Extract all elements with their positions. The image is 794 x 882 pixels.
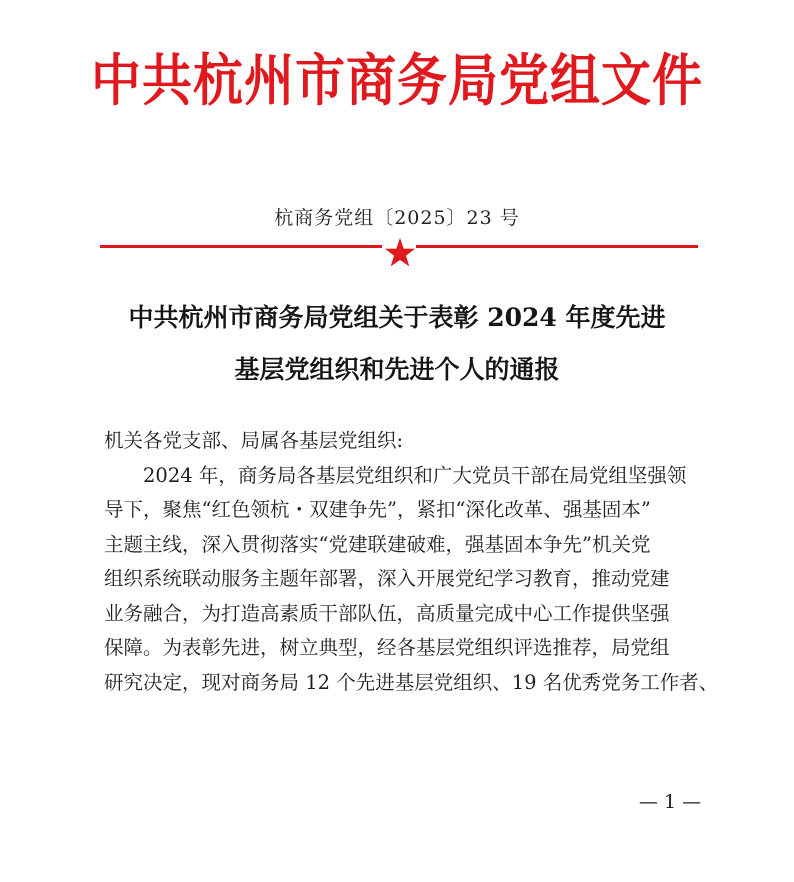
body-line: 2024 年，商务局各基层党组织和广大党员干部在局党组坚强领: [143, 463, 687, 487]
document-number: 杭商务党组〔2025〕23 号: [274, 207, 520, 229]
salutation: 机关各党支部、局属各基层党组织:: [104, 429, 404, 452]
body-line: 保障。为表彰先进，树立典型，经各基层党组织评选推荐，局党组: [104, 636, 670, 659]
document-title: [60, 292, 734, 396]
title-line-1: 中共杭州市商务局党组关于表彰 2024 年度先进: [128, 303, 666, 332]
document-body: [104, 424, 719, 700]
document-masthead: 中共杭州市商务局党组文件: [91, 47, 703, 114]
body-line: 组织系统联动服务主题年部署，深入开展党纪学习教育，推动党建: [104, 567, 670, 590]
divider-line-right: [416, 245, 698, 248]
red-star-icon: [384, 237, 416, 269]
divider-line-left: [100, 245, 382, 248]
red-divider: [100, 239, 698, 269]
body-line: 业务融合，为打造高素质干部队伍，高质量完成中心工作提供坚强: [104, 601, 670, 625]
title-line-2: 基层党组织和先进个人的通报: [234, 355, 560, 384]
body-line: 主题主线，深入贯彻落实“党建联建破难，强基固本争先”机关党: [104, 532, 651, 556]
body-line: 研究决定，现对商务局 12 个先进基层党组织、19 名优秀党务工作者、: [104, 670, 719, 694]
body-line: 导下，聚焦“红色领杭・双建争先”，紧扣“深化改革、强基固本”: [104, 498, 651, 521]
page-number: — 1 —: [638, 791, 702, 813]
